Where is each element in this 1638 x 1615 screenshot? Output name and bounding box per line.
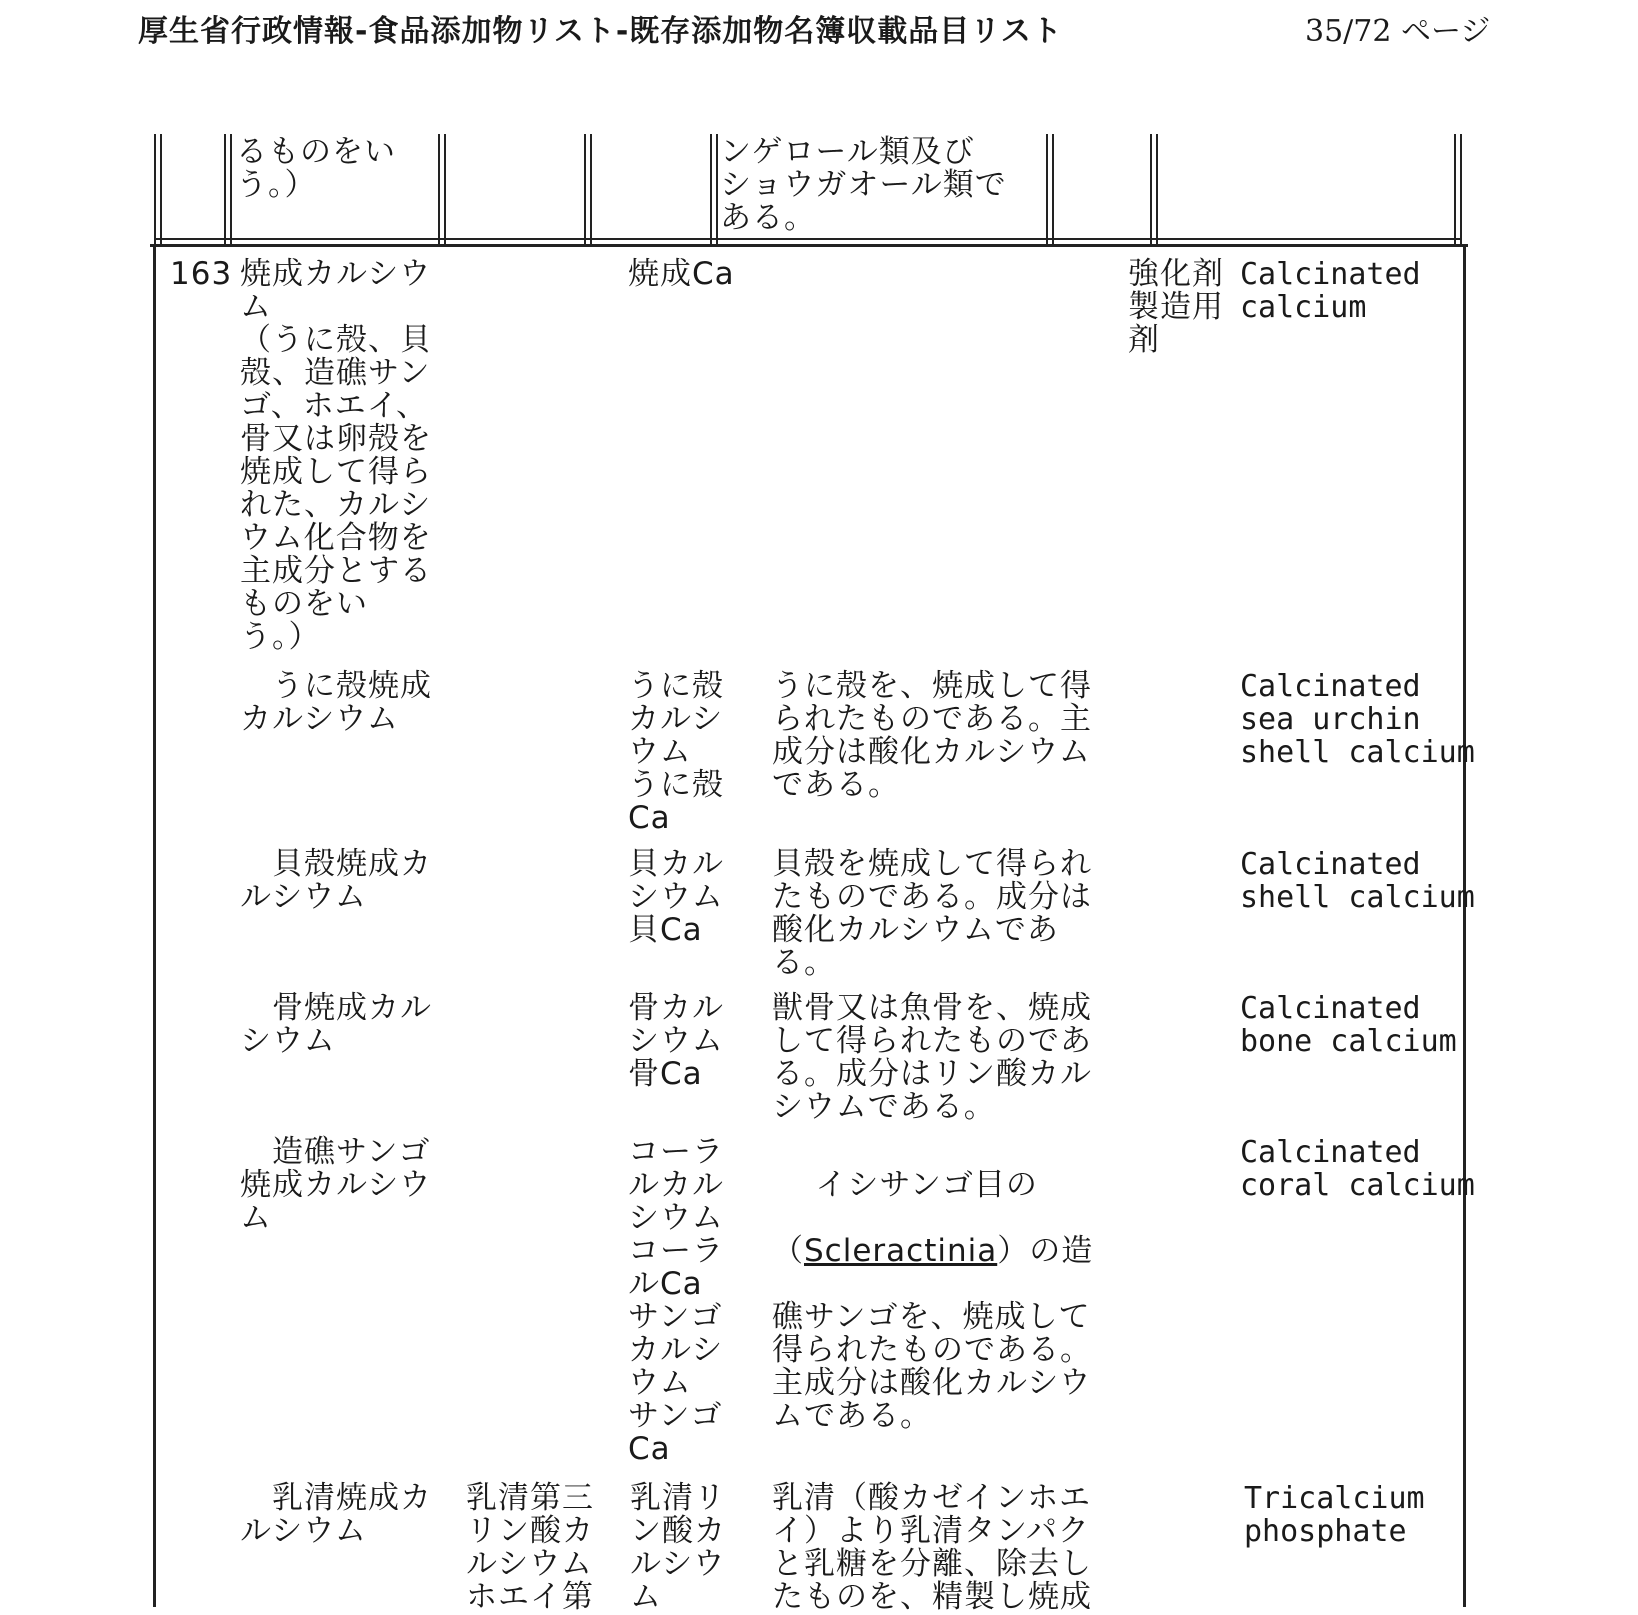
prev-row-name-tail: るものをい う。）	[236, 134, 396, 203]
sub-item-short-name: 乳清リ ン酸カ ルシウ ム	[630, 1480, 726, 1615]
short-name: 焼成Ca	[628, 256, 735, 292]
use-category: 強化剤 製造用 剤	[1128, 256, 1224, 358]
desc-open-paren: （	[772, 1233, 804, 1269]
sub-item-short-name: うに殻 カルシ ウム うに殻 Ca	[628, 668, 724, 836]
row-number: 163	[170, 256, 233, 292]
sub-item-description: 獣骨又は魚骨を、焼成 して得られたものであ る。成分はリン酸カル シウムである。	[772, 990, 1092, 1125]
desc-rest: 礁サンゴを、焼成して 得られたものである。 主成分は酸化カルシウ ムである。	[772, 1299, 1092, 1434]
sub-item-name: うに殻焼成 カルシウム	[240, 668, 432, 737]
latin-taxon: Scleractinia	[804, 1233, 998, 1269]
page-number: 35/72 ページ	[1305, 14, 1491, 49]
sub-item-name: 貝殻焼成カ ルシウム	[240, 846, 432, 915]
desc-line-1: イシサンゴ目の	[815, 1167, 1038, 1203]
sub-item-name: 造礁サンゴ 焼成カルシウ ム	[240, 1134, 432, 1236]
sub-item-description	[772, 1136, 1093, 1466]
sub-item-english-name: Calcinated shell calcium	[1240, 847, 1475, 915]
table-right-border	[1463, 247, 1466, 1607]
sub-item-short-name: コーラ ルカル シウム コーラ ルCa サンゴ カルシ ウム サンゴ Ca	[628, 1134, 724, 1467]
prev-row-description-tail: ンゲロール類及び ショウガオール類で ある。	[720, 134, 1007, 236]
desc-close-paren: ）の造	[997, 1233, 1094, 1269]
sub-item-short-name: 骨カル シウム 骨Ca	[628, 990, 724, 1092]
sub-item-english-name: Calcinated bone calcium	[1240, 991, 1457, 1059]
sub-item-description: うに殻を、焼成して得 られたものである。主 成分は酸化カルシウム である。	[772, 668, 1092, 803]
english-name: Calcinated calcium	[1240, 257, 1421, 325]
sub-item-description: 乳清（酸カゼインホエ イ）より乳清タンパク と乳糖を分離、除去し たものを、精製し焼成	[772, 1480, 1092, 1615]
table-left-border	[153, 247, 156, 1607]
sub-item-description: 貝殻を焼成して得られ たものである。成分は 酸化カルシウムであ る。	[772, 846, 1092, 981]
sub-item-english-name: Calcinated sea urchin shell calcium	[1240, 669, 1475, 770]
sub-item-english-name: Tricalcium phosphate	[1244, 1481, 1425, 1549]
sub-item-english-name: Calcinated coral calcium	[1240, 1135, 1475, 1203]
sub-item-name: 骨焼成カル シウム	[240, 990, 432, 1059]
document-header-title: 厚生省行政情報-食品添加物リスト-既存添加物名簿収載品目リスト	[138, 14, 1063, 49]
sub-item-alias: 乳清第三 リン酸カ ルシウム ホエイ第	[466, 1480, 594, 1615]
additive-name: 焼成カルシウ ム （うに殻、貝 殻、造礁サン ゴ、ホエイ、 骨又は卵殻を 焼成して得ら れた、カルシ ウム化合物を 主成分とする ものをい う。）	[240, 256, 432, 655]
sub-item-name: 乳清焼成カ ルシウム	[240, 1480, 432, 1549]
sub-item-short-name: 貝カル シウム 貝Ca	[628, 846, 724, 948]
